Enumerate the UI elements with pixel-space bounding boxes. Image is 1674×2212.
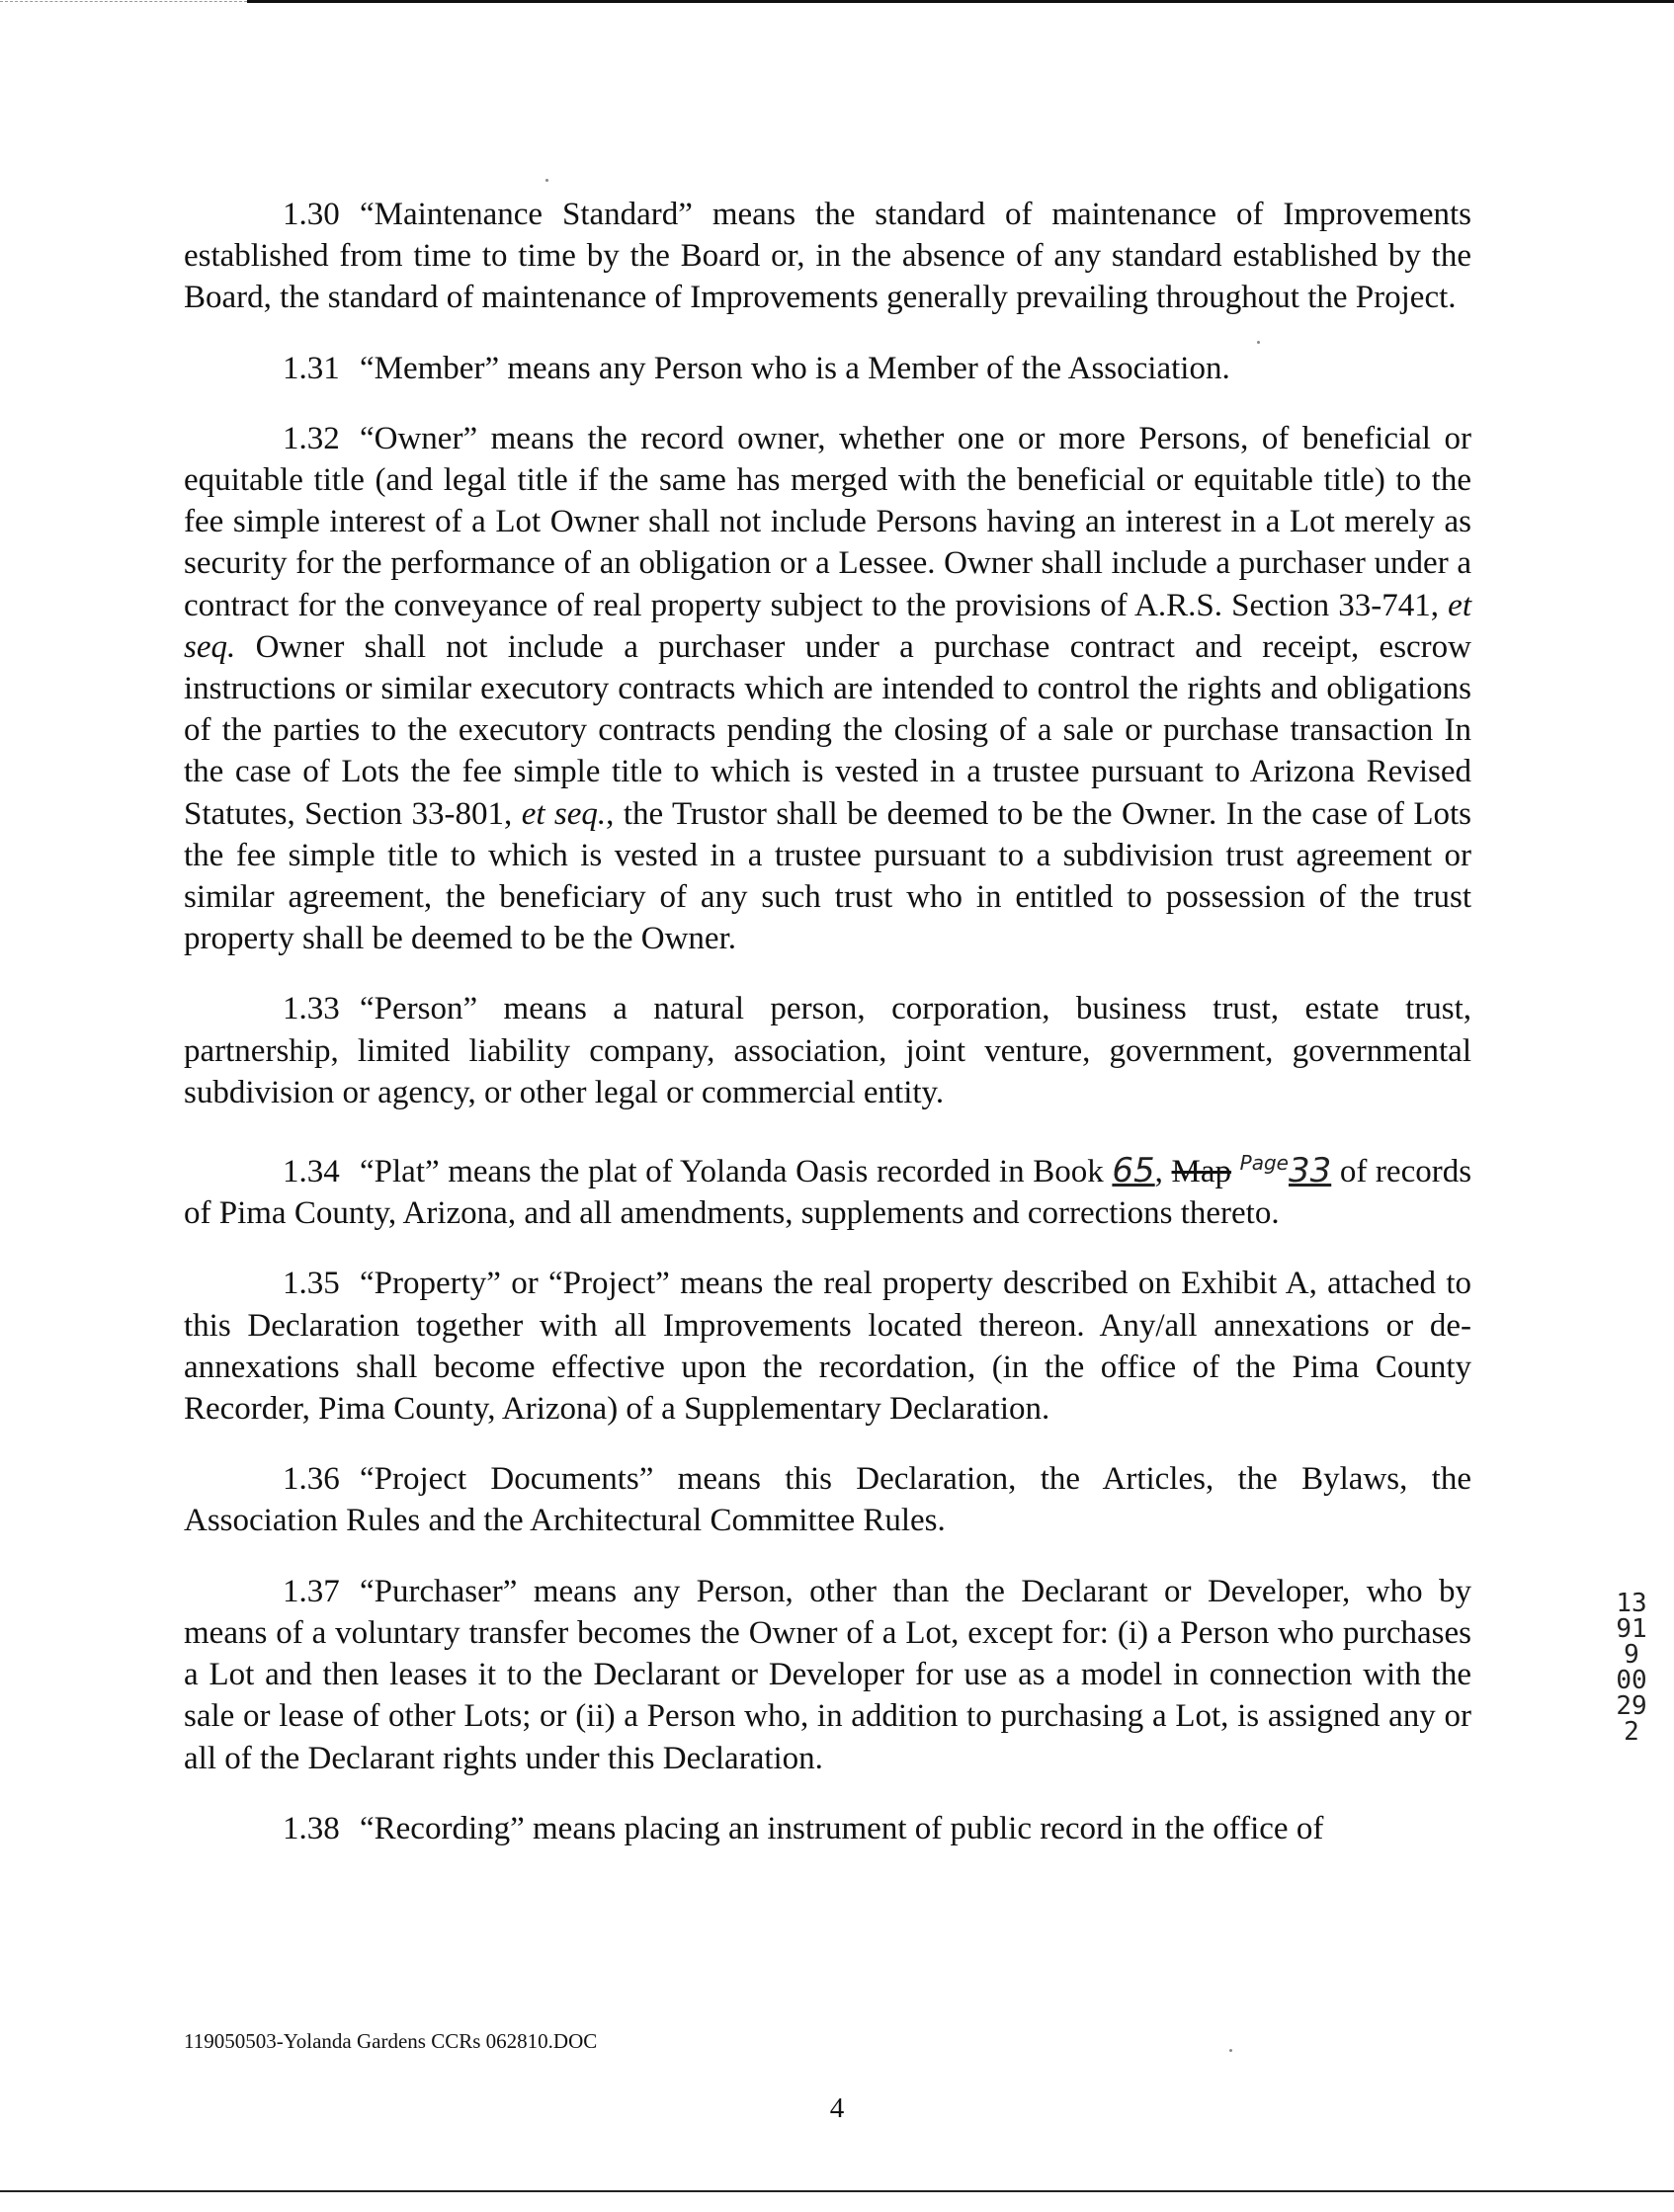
scan-speck bbox=[1229, 2049, 1232, 2052]
section-number: 1.33 bbox=[283, 991, 340, 1027]
section-text-cont: Owner shall not include a purchaser under a purchase contract and receipt, escrow instructions or similar executory contracts which are intended to control the rights and obligations of the parties to the executory contracts pending the closing of a sale or purchase transaction In the case of Lots the fee simple title to which is vested in a trustee pursuant to Arizona Revised Statutes, Section 33-801, bbox=[184, 628, 1472, 832]
struck-out-word: Map bbox=[1171, 1154, 1232, 1190]
section-number: 1.38 bbox=[283, 1810, 340, 1846]
page-number: 4 bbox=[829, 2092, 845, 2124]
section-1-34: 1.34 “Plat” means the plat of Yolanda Oasis recorded in Book 65, Map $^{Page}$33 of records of Pima County, Arizona, and all amendments, supplements and corrections thereto. bbox=[184, 1151, 1472, 1232]
section-number: 1.36 bbox=[283, 1461, 340, 1498]
footer-document-name: 119050503-Yolanda Gardens CCRs 062810.DOC bbox=[184, 2029, 598, 2053]
document-body bbox=[184, 194, 1471, 1878]
section-text-end: of records of Pima County, Arizona, and all amendments, supplements and corrections thereto. bbox=[184, 1154, 1472, 1232]
section-number: 1.30 bbox=[283, 197, 340, 232]
scan-top-dashed-edge bbox=[0, 1, 247, 3]
handwritten-page-number: 33 bbox=[1288, 1151, 1332, 1191]
section-number: 1.34 bbox=[283, 1154, 340, 1190]
section-text: “Purchaser” means any Person, other than the Declarant or Developer, who by means of a voluntary transfer becomes the Owner of a Lot, except for: (i) a Person who purchases a Lot and then leases it to the Declarant or Developer for use as a model in connection with the sale or lease of other Lots; or (ii) a Person who, in addition to purchasing a Lot, is assigned any or all of the Declarant rights under this Declaration. bbox=[184, 1573, 1471, 1776]
scan-speck bbox=[1257, 341, 1260, 344]
section-text: “Maintenance Standard” means the standard of maintenance of Improvements established from time to time by the Board or, in the absence of any standard established by the Board, the standard of maintenance of Improvements generally prevailing throughout the Project. bbox=[184, 197, 1471, 316]
recording-stamp-number: 13919 00292 bbox=[1616, 1589, 1647, 1747]
section-number: 1.35 bbox=[283, 1266, 340, 1302]
section-text: “Person” means a natural person, corporation, business trust, estate trust, partnership, limited liability company, association, joint venture, government, governmental subdivision or agency, or other legal or commercial entity. bbox=[184, 991, 1471, 1110]
section-text: “Project Documents” means this Declaration, the Articles, the Bylaws, the Association Rules and the Architectural Committee Rules. bbox=[184, 1461, 1471, 1539]
section-1-33 bbox=[184, 988, 1471, 1113]
scan-bottom-edge bbox=[0, 2190, 1674, 2192]
section-number: 1.37 bbox=[283, 1573, 340, 1609]
section-1-35 bbox=[184, 1263, 1471, 1430]
section-1-31 bbox=[184, 348, 1471, 389]
handwritten-page-label: Page bbox=[1239, 1151, 1289, 1176]
section-1-32 bbox=[184, 418, 1471, 960]
section-text: “Member” means any Person who is a Member of the Association. bbox=[360, 350, 1230, 386]
section-number: 1.32 bbox=[283, 420, 340, 456]
scan-top-edge bbox=[247, 0, 1674, 3]
latin-phrase: et seq. bbox=[184, 587, 1471, 665]
latin-phrase: et seq. bbox=[521, 795, 607, 832]
section-text: “Property” or “Project” means the real property described on Exhibit A, attached to this Declaration together with all Improvements located thereon. Any/all annexations or de-annexations shall become effective upon the recordation, (in the office of the Pima County Recorder, Pima County, Arizona) of a Supplementary Declaration. bbox=[184, 1266, 1471, 1428]
section-1-36 bbox=[184, 1458, 1471, 1541]
section-text-end: , the Trustor shall be deemed to be the Owner. In the case of Lots the fee simple title to which is vested in a trustee pursuant to a subdivision trust agreement or similar agreement, the beneficiary of any such trust who in entitled to possession of the trust property shall be deemed to be the Owner. bbox=[184, 795, 1471, 957]
scan-speck bbox=[545, 179, 548, 182]
section-1-37 bbox=[184, 1571, 1471, 1779]
section-number: 1.31 bbox=[283, 350, 340, 386]
section-text: “Recording” means placing an instrument of public record in the office of bbox=[360, 1810, 1324, 1846]
section-text: “Plat” means the plat of Yolanda Oasis recorded in Book bbox=[360, 1154, 1104, 1190]
section-text: “Owner” means the record owner, whether one or more Persons, of beneficial or equitable title (and legal title if the same has merged with the beneficial or equitable title) to the fee simple interest of a Lot Owner shall not include Persons having an interest in a Lot merely as security for the performance of an obligation or a Lessee. Owner shall include a purchaser under a contract for the conveyance of real property subject to the provisions of A.R.S. Section 33-741, bbox=[184, 420, 1471, 623]
section-1-38 bbox=[184, 1808, 1471, 1849]
section-1-30 bbox=[184, 194, 1471, 319]
handwritten-book-number: 65 bbox=[1112, 1151, 1155, 1191]
